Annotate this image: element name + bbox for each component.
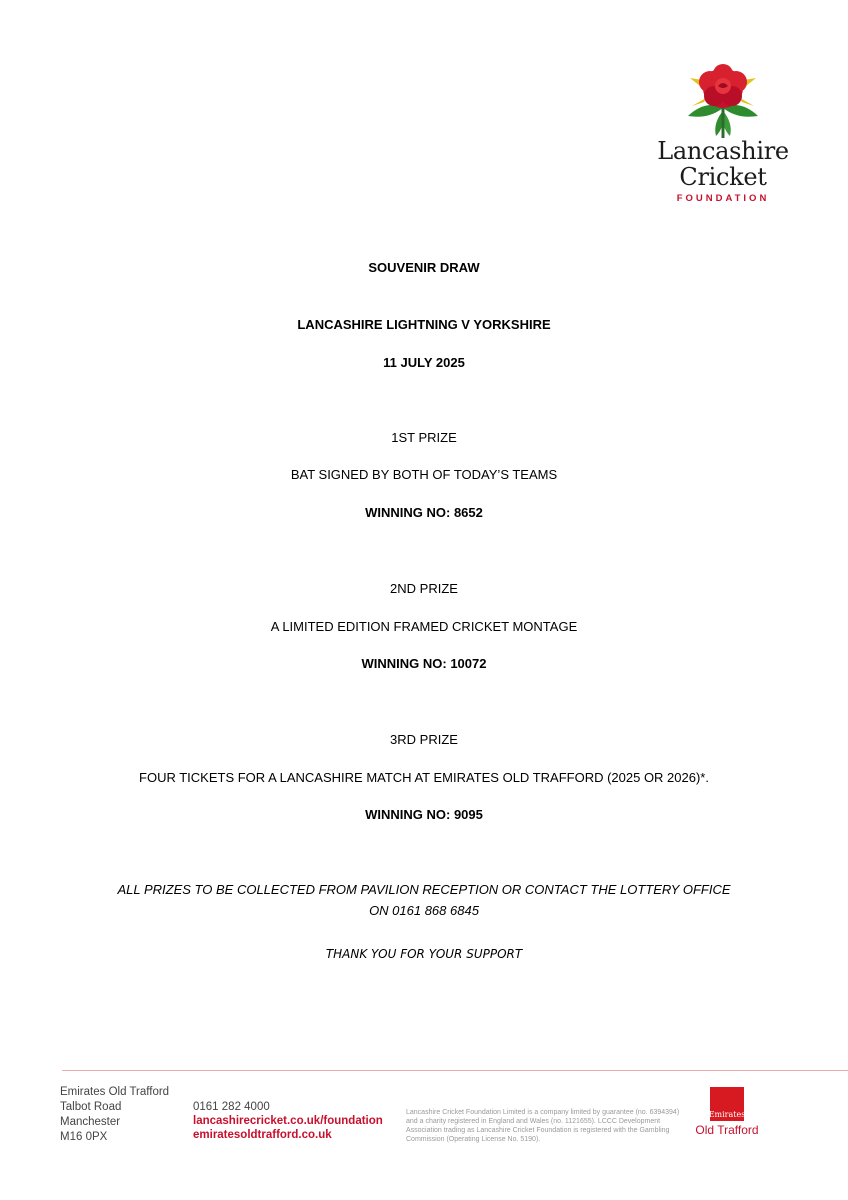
address-line: Emirates Old Trafford xyxy=(60,1086,170,1098)
logo-text-lancashire: Lancashire xyxy=(657,137,789,165)
thank-you-message: THANK YOU FOR YOUR SUPPORT xyxy=(325,947,523,961)
logo-text-cricket: Cricket xyxy=(679,163,767,191)
collection-notice: ALL PRIZES TO BE COLLECTED FROM PAVILION RECEPTION OR CONTACT THE LOTTERY OFFICE xyxy=(117,882,731,897)
prize-3-description: FOUR TICKETS FOR A LANCASHIRE MATCH AT EMIRATES OLD TRAFFORD (2025 OR 2026)*. xyxy=(139,770,709,785)
emirates-brand-mark: Emirates xyxy=(710,1087,744,1121)
venue-name: Old Trafford xyxy=(695,1123,759,1137)
footer-phone: 0161 282 4000 xyxy=(193,1101,270,1113)
prize-3-rank: 3RD PRIZE xyxy=(390,732,458,747)
prize-1-description: BAT SIGNED BY BOTH OF TODAY’S TEAMS xyxy=(290,467,558,482)
draw-title: SOUVENIR DRAW xyxy=(368,260,480,275)
prize-3-winning-number: WINNING NO: 9095 xyxy=(365,807,483,822)
collection-phone: ON 0161 868 6845 xyxy=(369,903,479,918)
red-rose-icon xyxy=(678,58,768,138)
prize-2-rank: 2ND PRIZE xyxy=(390,581,458,596)
footer-link-foundation[interactable]: lancashirecricket.co.uk/foundation xyxy=(193,1115,383,1127)
address-line: Talbot Road xyxy=(60,1101,122,1113)
prize-1-rank: 1ST PRIZE xyxy=(391,430,457,445)
address-line: Manchester xyxy=(60,1116,121,1128)
lancashire-cricket-foundation-logo xyxy=(652,58,794,208)
footer-divider xyxy=(62,1070,848,1071)
prize-2-description: A LIMITED EDITION FRAMED CRICKET MONTAGE xyxy=(270,619,578,634)
match-title: LANCASHIRE LIGHTNING V YORKSHIRE xyxy=(297,317,551,332)
emirates-old-trafford-logo xyxy=(692,1087,762,1137)
footer-address xyxy=(60,1085,169,1145)
footer-legal-text: Lancashire Cricket Foundation Limited is a company limited by guarantee (no. 6394394) and a charity registered in England and Wales (no. 1121655). LCCC Development Association trading as Lancashire Cricket Foundation is registered with the Gambling Commission (Operating License No. 5190). xyxy=(406,1109,680,1143)
prize-2-winning-number: WINNING NO: 10072 xyxy=(361,656,487,671)
logo-text-foundation: FOUNDATION xyxy=(676,193,770,204)
prize-1-winning-number: WINNING NO: 8652 xyxy=(365,505,483,520)
footer-link-venue[interactable]: emiratesoldtrafford.co.uk xyxy=(193,1129,332,1141)
match-date: 11 JULY 2025 xyxy=(383,355,465,370)
address-line: M16 0PX xyxy=(60,1131,108,1143)
footer-contact xyxy=(193,1100,383,1142)
